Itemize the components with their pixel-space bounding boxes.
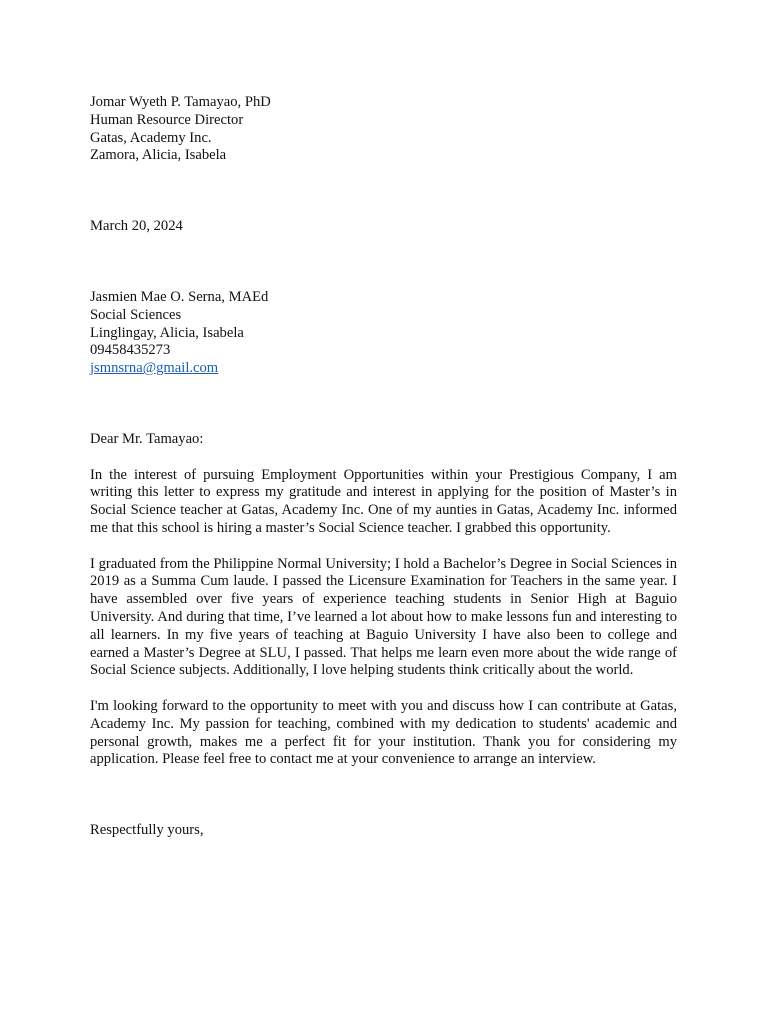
recipient-address: Zamora, Alicia, Isabela [90, 147, 227, 164]
body-paragraph-2: I graduated from the Philippine Normal University; I hold a Bachelor’s Degree in Social Sciences in 2019 as a Summa Cum laude. I passed the Licensure Examination for Teachers in the same year. I have assembled over five years of experience teaching students in Senior High at Baguio University. And during that time, I’ve learned a lot about how to make lessons fun and interesting to all learners. In my five years of teaching at Baguio University I have also been to college and earned a Master’s Degree at SLU, I passed. That helps me learn even more about the wide range of Social Science subjects. Additionally, I love helping students think critically about the world. [90, 555, 677, 679]
body-paragraph-1: In the interest of pursuing Employment Opportunities within your Prestigious Company, I am writing this letter to express my gratitude and interest in applying for the position of Master’s in Social Science teacher at Gatas, Academy Inc. One of my aunties in Gatas, Academy Inc. informed me that this school is hiring a master’s Social Science teacher. I grabbed this opportunity. [90, 466, 677, 536]
letter-page [90, 94, 677, 840]
recipient-title: Human Resource Director [90, 111, 244, 128]
body-paragraph-3: I'm looking forward to the opportunity to meet with you and discuss how I can contribute at Gatas, Academy Inc. My passion for teaching, combined with my dedication to students' academic and personal growth, makes me a perfect fit for your institution. Thank you for considering my application. Please feel free to contact me at your convenience to arrange an interview. [90, 697, 677, 768]
closing: Respectfully yours, [90, 822, 204, 839]
letter-date: March 20, 2024 [90, 218, 183, 235]
sender-name: Jasmien Mae O. Serna, MAEd [90, 288, 269, 305]
sender-address-block [90, 289, 677, 378]
recipient-address-block [90, 94, 677, 165]
salutation: Dear Mr. Tamayao: [90, 430, 204, 447]
recipient-company: Gatas, Academy Inc. [90, 129, 212, 146]
recipient-name: Jomar Wyeth P. Tamayao, PhD [90, 94, 271, 110]
sender-address: Linglingay, Alicia, Isabela [90, 324, 244, 341]
sender-department: Social Sciences [90, 306, 182, 323]
sender-phone: 09458435273 [90, 342, 171, 359]
sender-email-link[interactable]: jsmnsrna@gmail.com [90, 360, 219, 377]
